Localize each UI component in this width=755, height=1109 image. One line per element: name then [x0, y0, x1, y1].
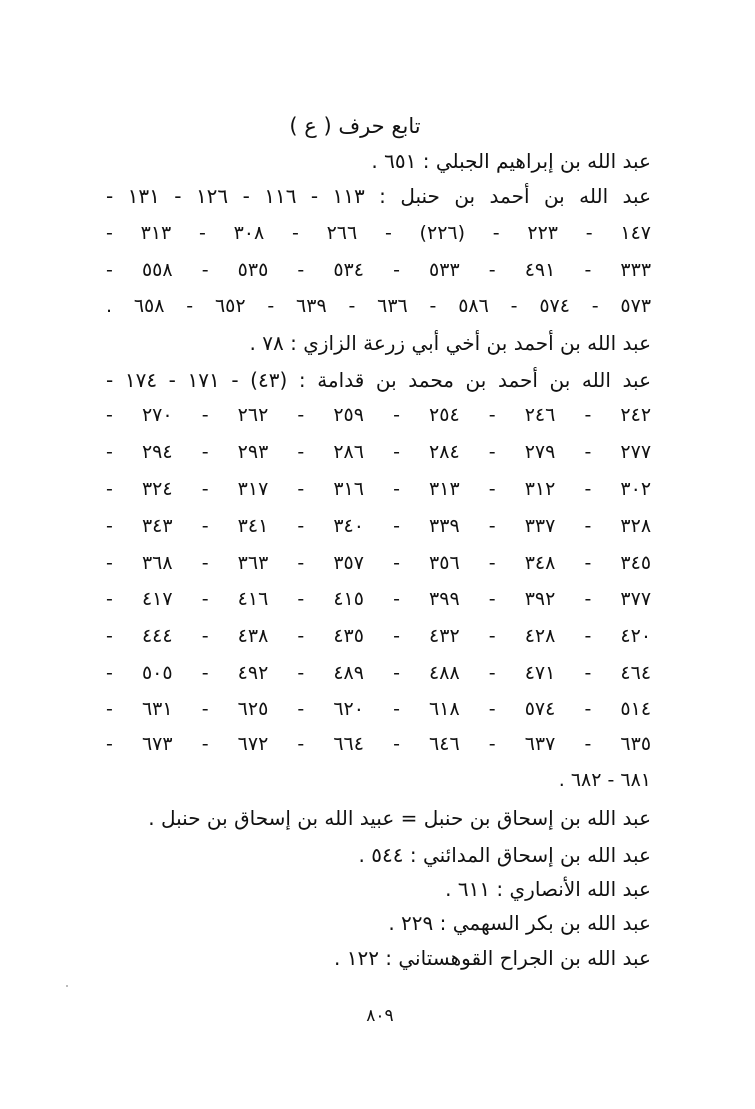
- index-entry: عبد الله بن إبراهيم الجبلي : ٦٥١ .: [371, 149, 651, 173]
- page-refs-row: ٥١٤ - ٥٧٤ - ٦١٨ - ٦٢٠ - ٦٢٥ - ٦٣١ -: [106, 698, 652, 720]
- index-entry: عبد الله بن إسحاق بن حنبل = عبيد الله بن إسحاق بن حنبل .: [148, 806, 651, 830]
- index-entry: عبد الله بن أحمد بن محمد بن قدامة : (٤٣) - ١٧١ - ١٧٤ -: [106, 368, 651, 392]
- page-refs-row: ٤٦٤ - ٤٧١ - ٤٨٨ - ٤٨٩ - ٤٩٢ - ٥٠٥ -: [106, 662, 652, 684]
- index-entry: عبد الله بن أحمد بن حنبل : ١١٣ - ١١٦ - ١٢٦ - ١٣١ -: [106, 184, 652, 208]
- page-refs-row: ٣٣٣ - ٤٩١ - ٥٣٣ - ٥٣٤ - ٥٣٥ - ٥٥٨ -: [106, 259, 652, 281]
- page-number: ٨٠٩: [366, 1006, 394, 1026]
- page-refs-row: ٦٣٥ - ٦٣٧ - ٦٤٦ - ٦٦٤ - ٦٧٢ - ٦٧٣ -: [106, 733, 652, 755]
- index-entry: عبد الله بن إسحاق المدائني : ٥٤٤ .: [358, 843, 651, 867]
- page-refs-row: ٣٠٢ - ٣١٢ - ٣١٣ - ٣١٦ - ٣١٧ - ٣٢٤ -: [106, 478, 652, 500]
- page-refs-row: ٥٧٣ - ٥٧٤ - ٥٨٦ - ٦٣٦ - ٦٣٩ - ٦٥٢ - ٦٥٨ .: [106, 295, 652, 317]
- index-entry: عبد الله الأنصاري : ٦١١ .: [445, 877, 651, 901]
- index-entry: عبد الله بن أحمد بن أخي أبي زرعة الزازي : ٧٨ .: [249, 331, 651, 355]
- page-refs-row: ٣٤٥ - ٣٤٨ - ٣٥٦ - ٣٥٧ - ٣٦٣ - ٣٦٨ -: [106, 552, 652, 574]
- index-entry: عبد الله بن الجراح القوهستاني : ١٢٢ .: [333, 946, 651, 970]
- page-refs-row: ٣٧٧ - ٣٩٢ - ٣٩٩ - ٤١٥ - ٤١٦ - ٤١٧ -: [106, 588, 652, 610]
- page-refs-row: ٢٤٢ - ٢٤٦ - ٢٥٤ - ٢٥٩ - ٢٦٢ - ٢٧٠ -: [106, 404, 652, 426]
- scan-speck: [66, 985, 68, 987]
- page-heading: تابع حرف ( ع ): [289, 114, 421, 138]
- page-refs-row: ٣٢٨ - ٣٣٧ - ٣٣٩ - ٣٤٠ - ٣٤١ - ٣٤٣ -: [106, 515, 652, 537]
- page-refs-row: ٢٧٧ - ٢٧٩ - ٢٨٤ - ٢٨٦ - ٢٩٣ - ٢٩٤ -: [106, 441, 652, 463]
- index-entry: عبد الله بن بكر السهمي : ٢٢٩ .: [388, 911, 651, 935]
- page-refs-row: ١٤٧ - ٢٢٣ - (٢٢٦) - ٢٦٦ - ٣٠٨ - ٣١٣ -: [106, 222, 651, 244]
- page-refs-row: ٦٨١ - ٦٨٢ .: [558, 769, 651, 791]
- page-refs-row: ٤٢٠ - ٤٢٨ - ٤٣٢ - ٤٣٥ - ٤٣٨ - ٤٤٤ -: [106, 625, 652, 647]
